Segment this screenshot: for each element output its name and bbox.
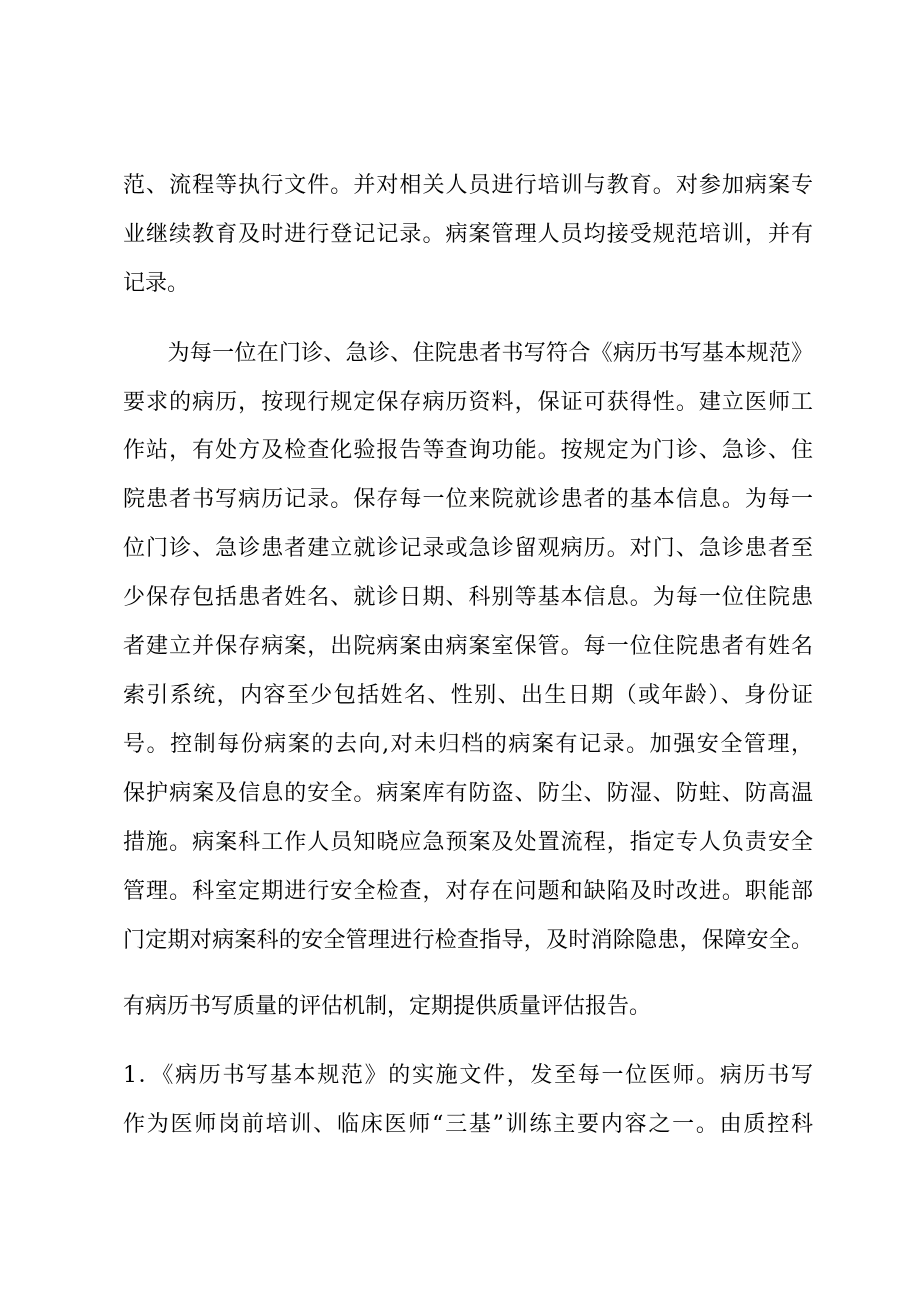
text-line: 1．《病历书写基本规范》的实施文件，发至每一位医师。病历书写 [123,1063,813,1088]
text-line: 位门诊、急诊患者建立就诊记录或急诊留观病历。对门、急诊患者至 [123,536,813,561]
text-line: 门定期对病案科的安全管理进行检查指导，及时消除隐患，保障安全。 [123,928,813,953]
text-line: 少保存包括患者姓名、就诊日期、科别等基本信息。为每一位住院患 [123,585,813,610]
text-line: 保护病案及信息的安全。病案库有防盗、防尘、防湿、防蛀、防高温 [123,781,813,806]
text-line: 作站，有处方及检查化验报告等查询功能。按规定为门诊、急诊、住 [123,438,813,463]
text-line: 措施。病案科工作人员知晓应急预案及处置流程，指定专人负责安全 [123,830,813,855]
text-line: 号。控制每份病案的去向,对未归档的病案有记录。加强安全管理， [123,732,813,757]
text-line: 范、流程等执行文件。并对相关人员进行培训与教育。对参加病案专 [123,173,813,198]
text-line: 院患者书写病历记录。保存每一位来院就诊患者的基本信息。为每一 [123,487,813,512]
text-line: 管理。科室定期进行安全检查，对存在问题和缺陷及时改进。职能部 [123,879,813,904]
text-line: 记录。 [123,271,190,296]
text-line: 者建立并保存病案，出院病案由病案室保管。每一位住院患者有姓名 [123,634,813,659]
text-line: 索引系统，内容至少包括姓名、性别、出生日期（或年龄）、身份证 [123,683,813,708]
text-line: 业继续教育及时进行登记记录。病案管理人员均接受规范培训，并有 [123,222,813,247]
text-line: 作为医师岗前培训、临床医师“三基”训练主要内容之一。由质控科 [123,1112,813,1137]
text-line: 要求的病历，按现行规定保存病历资料，保证可获得性。建立医师工 [123,390,813,415]
text-line: 为每一位在门诊、急诊、住院患者书写符合《病历书写基本规范》 [123,341,813,366]
text-line: 有病历书写质量的评估机制，定期提供质量评估报告。 [123,994,652,1019]
